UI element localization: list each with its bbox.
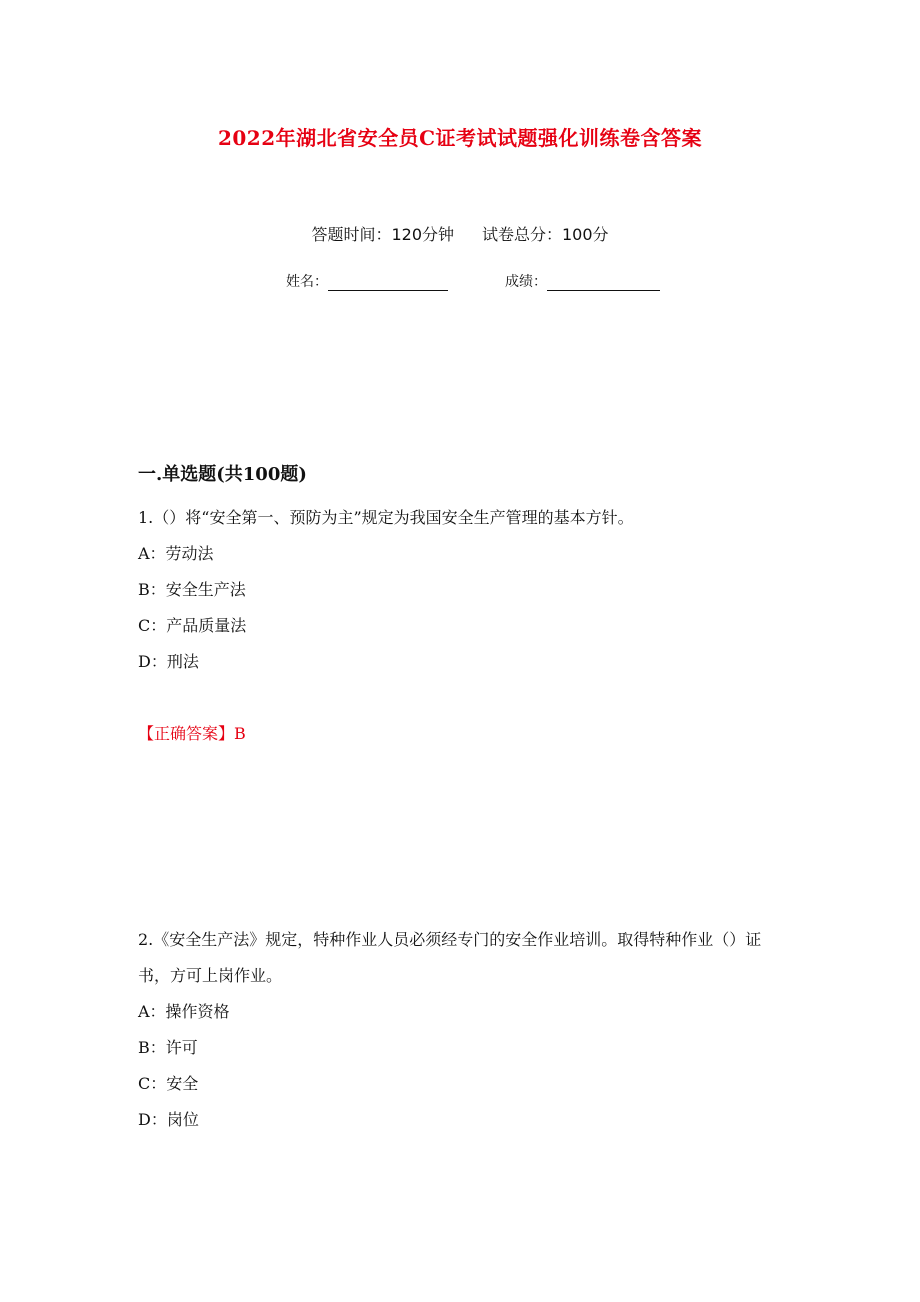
question-1-option-b: B：安全生产法: [138, 580, 246, 599]
time-label: 答题时间：120分钟: [311, 225, 454, 244]
score-blank: [547, 274, 660, 291]
question-1-option-c: C：产品质量法: [138, 616, 247, 635]
question-2-option-c: C：安全: [138, 1074, 199, 1093]
exam-meta: [0, 222, 920, 245]
name-blank: [328, 274, 448, 291]
question-1-text: 1.（）将“安全第一、预防为主”规定为我国安全生产管理的基本方针。: [138, 508, 634, 527]
question-2-option-b: B：许可: [138, 1038, 198, 1057]
exam-title: 2022年湖北省安全员C证考试试题强化训练卷含答案: [217, 126, 703, 150]
name-label: 姓名：: [286, 274, 328, 290]
total-score-label: 试卷总分：100分: [482, 225, 609, 244]
question-2-option-a: A：操作资格: [138, 1002, 230, 1021]
score-field: [505, 271, 660, 291]
score-label: 成绩：: [505, 274, 547, 290]
question-1-option-d: D：刑法: [138, 652, 199, 671]
question-1-option-a: A：劳动法: [138, 544, 214, 563]
question-2-text: 2.《安全生产法》规定，特种作业人员必须经专门的安全作业培训。取得特种作业（）证书，方可上岗作业。: [138, 930, 762, 985]
question-1-answer: 【正确答案】B: [138, 724, 246, 743]
name-field: [286, 271, 448, 291]
question-2-option-d: D：岗位: [138, 1110, 199, 1129]
section-heading: 一.单选题(共100题): [138, 464, 307, 485]
